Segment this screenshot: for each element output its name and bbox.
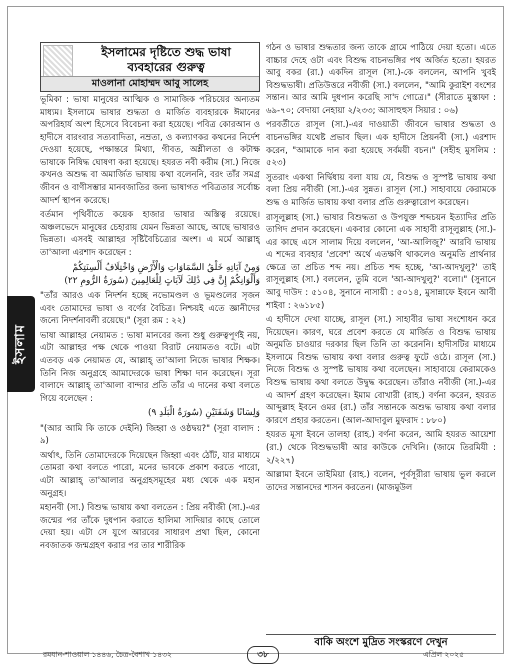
paragraph: গঠন ও ভাষার শুদ্ধতার জন্য তাকে গ্রামে পাঠিয়ে দেয়া হতো। এতে বাচ্চার দেহে ওটা এবং বিশুদ্ধ বাচনভঙ্গির পথ অর্জিত হতো। হযরত আবু বকর (রা.) একদিন রাসূল (সা.)-কে বললেন, আপনি খুবই বিশুদ্ধভাষী। প্রতিউত্তরে নবীজী (সা.) বললেন, "আমি কুরাইশ বংশের সন্তান। আর আমি দুধপান করেছি সা'দ গোত্রে।" (সীরাতে মুস্তাফা : ৬৯-৭০; বেদায়া নেহায়া ২/২৩৩; আসাহুহুস সিয়ার : ০৬) (266, 43, 496, 116)
footer-month-year: এপ্রিল ২০২৫ (423, 650, 464, 659)
page-footer (7, 648, 504, 662)
paragraph: এ হাদীসে দেখা যাচ্ছে, রাসূল (সা.) সাহাবীর ভাষা সংশোধন করে দিয়েছেন। কারণ, ঘরে প্রবেশ করতে যে মার্জিত ও বিশুদ্ধ ভাষায় অনুমতি চাওয়ার দরকার ছিল তিনি তা করেননি। হাদীসটির মাধ্যমে ইসলামে বিশুদ্ধ ভাষায় কথা বলার গুরুত্ব ফুটে ওঠে। রাসূল (সা.) নিজে বিশুদ্ধ ও সুস্পষ্ট ভাষায় কথা বলেছেন। সাহাবায়ে কেরামকেও বিশুদ্ধ ভাষায় কথা বলতে উদ্বুদ্ধ করেছেন। তাঁরাও নবীজী (সা.)-এর এ আদর্শ গ্রহণ করেছেন। ইমাম বোখারী (রাহ.) বর্ণনা করেন, হযরত আব্দুল্লাহ ইবনে ওমর (রা.) তাঁর সন্তানকে অশুদ্ধ ভাষায় কথা বলার কারণে প্রহার করতেন। (আল-আদাবুল মুফরাদ : ৮৮০) (266, 315, 496, 426)
paragraph: মহানবী (সা.) বিশুদ্ধ ভাষায় কথা বলতেন : প্রিয় নবীজী (সা.)-এর জন্মের পর তাঁকে দুধপান করাতে হালিমা সাদিয়ার কাছে তোলে দেয়া হয়। এটা সে যুগে আরবের সাধারণ প্রথা ছিল, কোনো নবজাতক জন্মগ্রহণ করার পর তার শারীরিক (40, 503, 260, 551)
paragraph: ভূমিকা : ভাষা মানুষের আত্মিক ও সামাজিক পরিচয়ের অন্যতম মাধ্যম। ইসলামে ভাষার শুদ্ধতা ও মার্জিত ব্যবহারকে ঈমানের অপরিহার্য অংশ হিসেবে বিবেচনা করা হয়েছে। পবিত্র কোরআন ও হাদীসে বারংবার সত্যবাদিতা, নম্রতা, ও কল্যাণকর কথনের নির্দেশ দেওয়া হয়েছে, পক্ষান্তরে মিথ্যা, গীবত, অশ্লীলতা ও কটাক্ষ ভাষাকে নিষিদ্ধ ঘোষণা করা হয়েছে। হযরত নবী করীম (সা.) নিজে কখনও অশুদ্ধ বা অমার্জিত ভাষায় কথা বলেননি, বরং তাঁর সমগ্র জীবন ও বাণীসম্ভার মানবজাতির জন্য ভাষাগত পবিত্রতার সর্বোচ্চ আদর্শ স্থাপন করেছে। (40, 95, 260, 206)
article-title-line-2: ব্যবহারের গুরুত্ব (127, 60, 205, 74)
paragraph: অর্থাৎ, তিনি তোমাদেরকে দিয়েছেন জিহ্বা এবং ঠোঁট, যার মাধ্যমে তোমরা কথা বলতে পারো, মনের ভাবকে প্রকাশ করতে পারো, এটা আল্লাহ্ তা'আলার অনুগ্রহসমূহের মধ্য থেকে এক মহান অনুগ্রহ। (40, 450, 260, 499)
paragraph: রাসূলুল্লাহ (সা.) ভাষার বিশুদ্ধতা ও উপযুক্ত শব্দচয়ন ইত্যাদির প্রতি তাগিদ প্রদান করেছেন। একবার কোনো এক সাহাবী রাসূলুল্লাহ (সা.)-এর কাছে এসে সালাম দিয়ে বললেন, 'আ-আলিজু?' আরবি ভাষায় এ শব্দের ব্যবহার 'প্রবেশ' অর্থে এতক্ষণি থাকলেও অনুমতি প্রার্থনার ক্ষেত্রে তা প্রচিত শব্দ নয়। প্রচিত শব্দ হচ্ছে, 'আ-আদখুলু?' তাই রাসূলুল্লাহ (সা.) বললেন, তুমি বলে 'আ-আদখুলু?' বলো।" (সুনানে আবু দাউদ : ৫১০৪, সুনানে নাসায়ী : ৫০১৪, মুসান্নাফে ইবনে আবী শাইবা : ২৬১৮৫) (266, 212, 496, 311)
right-column (266, 42, 496, 632)
article-title (75, 45, 257, 75)
paragraph: বর্তমান পৃথিবীতে কয়েক হাজার ভাষার অস্তিত্ব রয়েছে। অঞ্চলভেদে মানুষের চেহারায় যেমন ভিন্নতা আছে, আছে ভাষারও ভিন্নতা। এসবই আল্লাহর সৃষ্টিবৈচিত্র্যের অংশ। এ মর্মে আল্লাহ্ তা'আলা এরশাদ করেছেন : (40, 210, 260, 258)
continued-note: বাকি অংশে মুদ্রিত সংস্করণে দেখুন (266, 634, 496, 651)
arabic-verse: وَلِسَانًا وَشَفَتَيْنِ (سُورَةُ الْبَلَدِ ٩) (147, 408, 260, 419)
footer-issue-date: রমযান-শাওয়াল ১৪৪৬, চৈত্র-বৈশাখ ১৪৩২ (43, 650, 172, 659)
paragraph: হযরত মূসা ইবনে তালহা (রাহ.) বর্ণনা করেন, আমি হযরত আয়েশা (রা.) থেকে বিশুদ্ধভাষী আর কাউকে দেখিনি। (জামে তিরমিযী : ২/২২৭) (266, 430, 496, 466)
left-column (40, 94, 260, 618)
paragraph: পরবর্তীতে রাসূল (সা.)-এর দাওয়াতী জীবনে ভাষার শুদ্ধতা ও বাচনভঙ্গির যথেষ্ট প্রভাব ছিল। এক হাদীসে প্রিয়নবী (সা.) এরশাদ করেন, "আমাকে দান করা হয়েছে সর্বময়ী বচন।" (সহীহ মুসলিম : ৫২৩) (266, 120, 496, 169)
article-title-line-1: ইসলামের দৃষ্টিতে শুদ্ধ ভাষা (101, 45, 231, 59)
paragraph: ভাষা আল্লাহর নেয়ামত : ভাষা মানবের জন্য শুধু গুরুত্বপূর্ণই নয়, এটা আল্লাহর পক্ষ থেকে পাওয়া বিরাট নেয়ামতও বটে। এটা এতবড় এক নেয়ামত যে, আল্লাহ্ তা'আলা নিজে ভাষার শিক্ষক। তিনি নিজ অনুগ্রহে আমাদেরকে ভাষা শিক্ষা দান করেছেন। সূরা বালাদে আল্লাহ্ তা'আলা বান্দার প্রতি তাঁর এ দানের কথা বলতে গিয়ে বলেছেন : (40, 330, 260, 404)
page-number: ৩৮ (247, 646, 279, 664)
paragraph: সুতরাং একথা নির্দ্বিধায় বলা যায় যে, বিশুদ্ধ ও সুস্পষ্ট ভাষায় কথা বলা প্রিয় নবীজী (সা.)-এর সুন্নত। রাসূল (সা.) সাহাবায়ে কেরামকে শুদ্ধ ও মার্জিত ভাষায় কথা বলার প্রতি গুরুত্বারোপ করেছেন। (266, 172, 496, 208)
article-title-box (40, 42, 260, 92)
article-author: মাওলানা মোহাম্মদ আবু সালেহ (41, 76, 259, 91)
paragraph: আল্লামা ইবনে তাইমিয়া (রাহ.) বলেন, পূর্বসূরীরা ভাষায় ভুল করলে তাদের সন্তানদের শাসন করতেন। (মাজমুউল (266, 470, 496, 493)
section-side-tab (7, 296, 35, 392)
arabic-verse: وَمِنْ آيَاتِهِ خَلْقُ السَّمَاوَاتِ وَالْأَرْضِ وَاخْتِلَافُ أَلْسِنَتِكُمْ وَأَلْوَانِكُمْ إِنَّ فِي ذَٰلِكَ لَآيَاتٍ لِلْعَالِمِينَ (سُورَةُ الرُّومِ ٢٢) (64, 262, 260, 286)
section-side-tab-label: ইসলাম (12, 323, 28, 365)
paragraph: "তাঁর আরও এক নিদর্শন হচ্ছে নভোমণ্ডল ও ভূমণ্ডলের সৃজন এবং তোমাদের ভাষা ও বর্ণের বৈচিত্র। নিশ্চয়ই এতে জ্ঞানীদের জন্যে নিদর্শনাবলী রয়েছে।" (সূরা রূম : ২২) (40, 291, 260, 327)
paragraph: "(আর আমি কি তাকে দেইনি) জিহ্বা ও ওষ্ঠদ্বয়?" (সূরা বালাদ : ৯) (40, 423, 260, 447)
